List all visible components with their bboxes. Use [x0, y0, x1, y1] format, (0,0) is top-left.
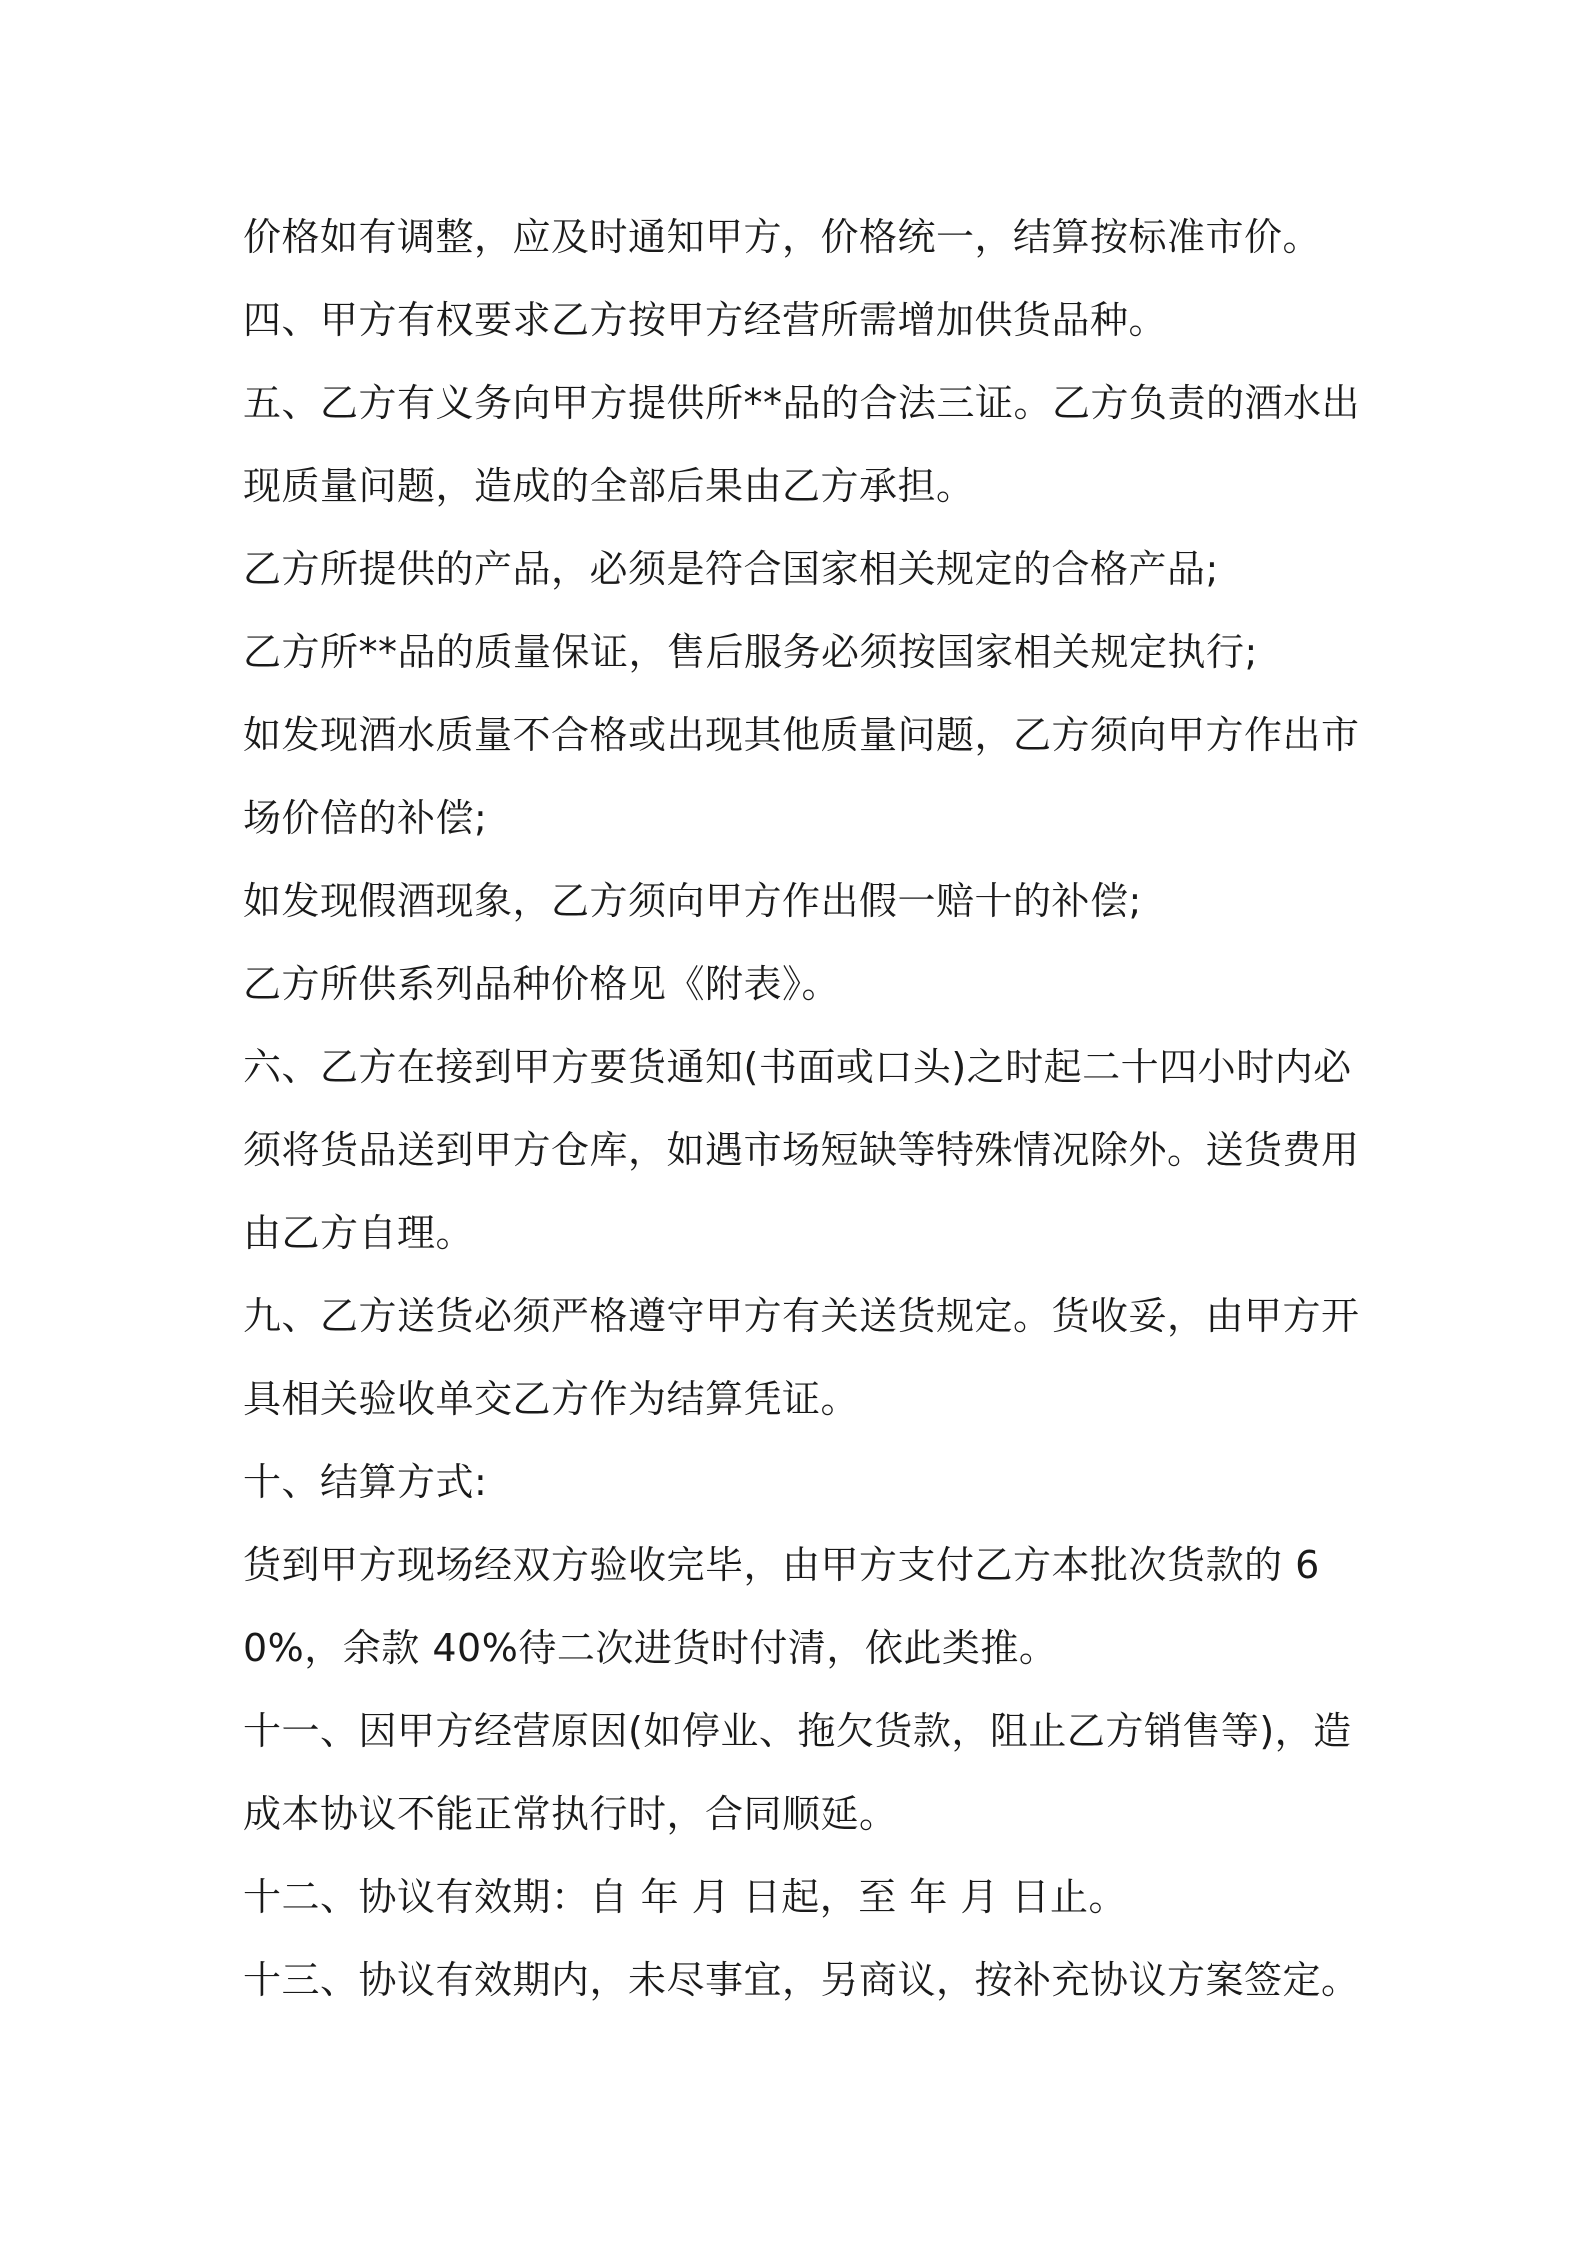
paragraph-settlement-terms: 货到甲方现场经双方验收完毕，由甲方支付乙方本批次货款的 60%，余款 40%待二次进货时付清，依此类推。 [243, 1543, 1320, 1670]
paragraph-clause-10-heading: 十、结算方式: [243, 1460, 488, 1504]
paragraph-qualified-products: 乙方所提供的产品，必须是符合国家相关规定的合格产品; [243, 547, 1219, 591]
paragraph-clause-5: 五、乙方有义务向甲方提供所**品的合法三证。乙方负责的酒水出现质量问题，造成的全部后果由乙方承担。 [243, 381, 1361, 508]
paragraph-quality-guarantee: 乙方所**品的质量保证，售后服务必须按国家相关规定执行; [243, 630, 1258, 674]
paragraph-clause-6: 六、乙方在接到甲方要货通知(书面或口头)之时起二十四小时内必须将货品送到甲方仓库，如遇市场短缺等特殊情况除外。送货费用由乙方自理。 [243, 1045, 1360, 1255]
document-body [243, 196, 1373, 2022]
paragraph-clause-4: 四、甲方有权要求乙方按甲方经营所需增加供货品种。 [243, 298, 1168, 342]
paragraph-clause-11: 十一、因甲方经营原因(如停业、拖欠货款，阻止乙方销售等)，造成本协议不能正常执行时，合同顺延。 [243, 1709, 1352, 1836]
paragraph-price-schedule: 乙方所供系列品种价格见《附表》。 [243, 962, 841, 1006]
paragraph-quality-compensation: 如发现酒水质量不合格或出现其他质量问题，乙方须向甲方作出市场价倍的补偿; [243, 713, 1360, 840]
paragraph-clause-12: 十二、协议有效期：自 年 月 日起，至 年 月 日止。 [243, 1875, 1127, 1919]
paragraph-counterfeit-compensation: 如发现假酒现象，乙方须向甲方作出假一赔十的补偿; [243, 879, 1142, 923]
paragraph-clause-9: 九、乙方送货必须严格遵守甲方有关送货规定。货收妥，由甲方开具相关验收单交乙方作为结算凭证。 [243, 1294, 1360, 1421]
paragraph-price-adjustment: 价格如有调整，应及时通知甲方，价格统一，结算按标准市价。 [243, 215, 1322, 259]
paragraph-clause-13: 十三、协议有效期内，未尽事宜，另商议，按补充协议方案签定。 [243, 1958, 1360, 2002]
